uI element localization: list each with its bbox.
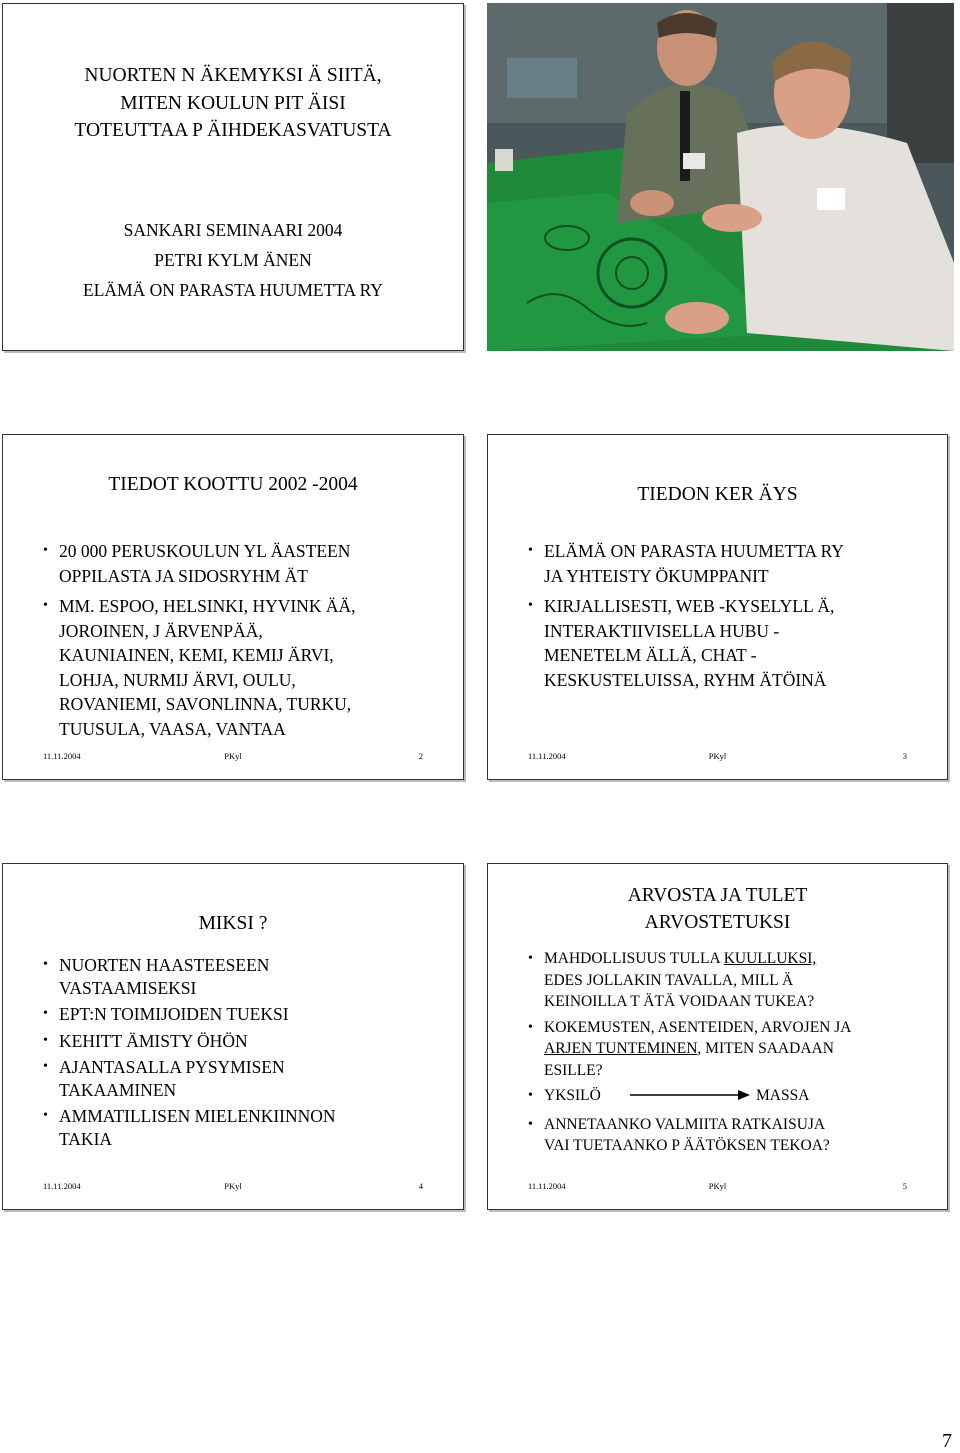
bullet-item xyxy=(528,594,938,692)
bullet-line: MENETELM ÄLLÄ, CHAT - xyxy=(544,645,757,665)
bullet-line: • KEHITT ÄMISTY ÖHÖN xyxy=(59,1030,248,1051)
footer-date: 11.11.2004 xyxy=(528,1181,566,1191)
footer-slide-number: 4 xyxy=(418,1181,423,1191)
underlined-text: ARJEN TUNTEMINEN xyxy=(544,1040,698,1057)
slide-3 xyxy=(487,434,948,780)
slide-2 xyxy=(2,434,464,780)
bullet-item xyxy=(43,1105,453,1150)
arrow-right-icon xyxy=(630,1089,750,1101)
slide-4-bullets xyxy=(43,954,453,1154)
page-number: 7 xyxy=(942,1430,952,1452)
title-line: ARVOSTETUKSI xyxy=(644,912,791,933)
title-line: NUORTEN N ÄKEMYKSI Ä SIITÄ, xyxy=(84,65,382,86)
footer-author: PKyl xyxy=(708,751,727,761)
footer-slide-number: 5 xyxy=(902,1181,907,1191)
arrow-right-label: MASSA xyxy=(756,1087,810,1104)
bullet-line: • NUORTEN HAASTEESEEN xyxy=(59,955,270,975)
seminar-photo xyxy=(487,3,954,351)
title-line: ARVOSTA JA TULET xyxy=(627,885,808,906)
bullet-line: TAKIA xyxy=(59,1128,113,1149)
slide-1 xyxy=(2,3,464,351)
slide-5-title xyxy=(488,882,947,936)
text-run: , MITEN SAADAAN xyxy=(697,1040,834,1057)
bullet-line: • KIRJALLISESTI, WEB -KYSELYLL Ä, xyxy=(544,596,835,616)
bullet-line: KEINOILLA T ÄTÄ VOIDAAN TUKEA? xyxy=(544,993,815,1010)
bullet-line: • AMMATILLISEN MIELENKIINNON xyxy=(59,1106,336,1126)
bullet-item xyxy=(528,1017,943,1082)
slide-5-bullets xyxy=(528,948,943,1161)
title-line: TOTEUTTAA P ÄIHDEKASVATUSTA xyxy=(74,120,392,141)
bullet-line: TAKAAMINEN xyxy=(59,1079,177,1100)
footer-author: PKyl xyxy=(224,1181,242,1191)
slide-5 xyxy=(487,863,948,1210)
bullet-item xyxy=(43,1003,453,1026)
footer-date: 11.11.2004 xyxy=(528,751,566,761)
bullet-line: • ANNETAANKO VALMIITA RATKAISUJA xyxy=(544,1115,826,1133)
slide-3-bullets xyxy=(528,539,938,698)
slide-1-subtitle xyxy=(3,215,463,305)
slide-4-footer xyxy=(43,1181,423,1193)
footer-author: PKyl xyxy=(224,751,242,761)
bullet-line: • 20 000 PERUSKOULUN YL ÄASTEEN xyxy=(59,541,351,561)
bullet-item xyxy=(528,539,938,588)
bullet-line: ROVANIEMI, SAVONLINNA, TURKU, xyxy=(59,694,352,714)
slide-4 xyxy=(2,863,464,1210)
bullet-line: • KOKEMUSTEN, ASENTEIDEN, ARVOJEN JA xyxy=(544,1018,852,1036)
bullet-line: VASTAAMISEKSI xyxy=(59,977,197,998)
text-run: MAHDOLLISUUS TULLA xyxy=(544,950,724,967)
bullet-line: • EPT:N TOIMIJOIDEN TUEKSI xyxy=(59,1004,289,1024)
underlined-text: KUULLUKSI, xyxy=(723,950,817,967)
bullet-line: KAUNIAINEN, KEMI, KEMIJ ÄRVI, xyxy=(59,645,334,665)
bullet-line: • AJANTASALLA PYSYMISEN xyxy=(59,1057,285,1077)
bullet-item xyxy=(43,594,453,741)
bullet-line: TUUSULA, VAASA, VANTAA xyxy=(59,718,286,739)
slide-3-footer xyxy=(528,751,907,763)
bullet-line: INTERAKTIIVISELLA HUBU - xyxy=(544,620,780,641)
bullet-line xyxy=(544,1038,943,1060)
bullet-item xyxy=(528,1085,943,1110)
footer-slide-number: 3 xyxy=(902,751,907,761)
slide-2-footer xyxy=(43,751,423,763)
bullet-line: • ELÄMÄ ON PARASTA HUUMETTA RY xyxy=(544,541,844,561)
subtitle-line: SANKARI SEMINAARI 2004 xyxy=(123,220,343,240)
bullet-item xyxy=(43,1030,453,1053)
footer-slide-number: 2 xyxy=(418,751,423,761)
bullet-line: KESKUSTELUISSA, RYHM ÄTÖINÄ xyxy=(544,669,827,690)
slide-5-footer xyxy=(528,1181,907,1193)
subtitle-line: PETRI KYLM ÄNEN xyxy=(154,250,312,270)
bullet-item xyxy=(43,1056,453,1101)
footer-date: 11.11.2004 xyxy=(43,751,81,761)
slide-1-title xyxy=(3,62,463,145)
arrow-left-label: • YKSILÖ xyxy=(544,1087,601,1104)
bullet-line: VAI TUETAANKO P ÄÄTÖKSEN TEKOA? xyxy=(544,1137,830,1154)
bullet-line: • MM. ESPOO, HELSINKI, HYVINK ÄÄ, xyxy=(59,596,356,616)
bullet-line: LOHJA, NURMIJ ÄRVI, OULU, xyxy=(59,669,296,690)
slide-2-bullets xyxy=(43,539,453,747)
bullet-line: OPPILASTA JA SIDOSRYHM ÄT xyxy=(59,565,308,586)
bullet-item xyxy=(43,539,453,588)
bullet-item xyxy=(528,948,943,1013)
bullet-line xyxy=(544,948,943,970)
title-line: MITEN KOULUN PIT ÄISI xyxy=(120,92,346,114)
bullet-item xyxy=(43,954,453,999)
slide-2-title: TIEDOT KOOTTU 2002 -2004 xyxy=(108,474,358,495)
footer-author: PKyl xyxy=(708,1181,727,1191)
bullet-line: ESILLE? xyxy=(544,1061,603,1079)
subtitle-line: ELÄMÄ ON PARASTA HUUMETTA RY xyxy=(83,280,383,300)
footer-date: 11.11.2004 xyxy=(43,1181,81,1191)
bullet-line: EDES JOLLAKIN TAVALLA, MILL Ä xyxy=(544,971,794,989)
slide-4-title: MIKSI ? xyxy=(198,913,268,934)
bullet-line: JA YHTEISTY ÖKUMPPANIT xyxy=(544,565,769,586)
photo-illustration xyxy=(487,3,954,351)
individual-to-mass-row xyxy=(544,1085,943,1110)
bullet-line: JOROINEN, J ÄRVENPÄÄ, xyxy=(59,620,263,641)
bullet-item xyxy=(528,1114,943,1157)
slide-3-title: TIEDON KER ÄYS xyxy=(637,484,798,505)
